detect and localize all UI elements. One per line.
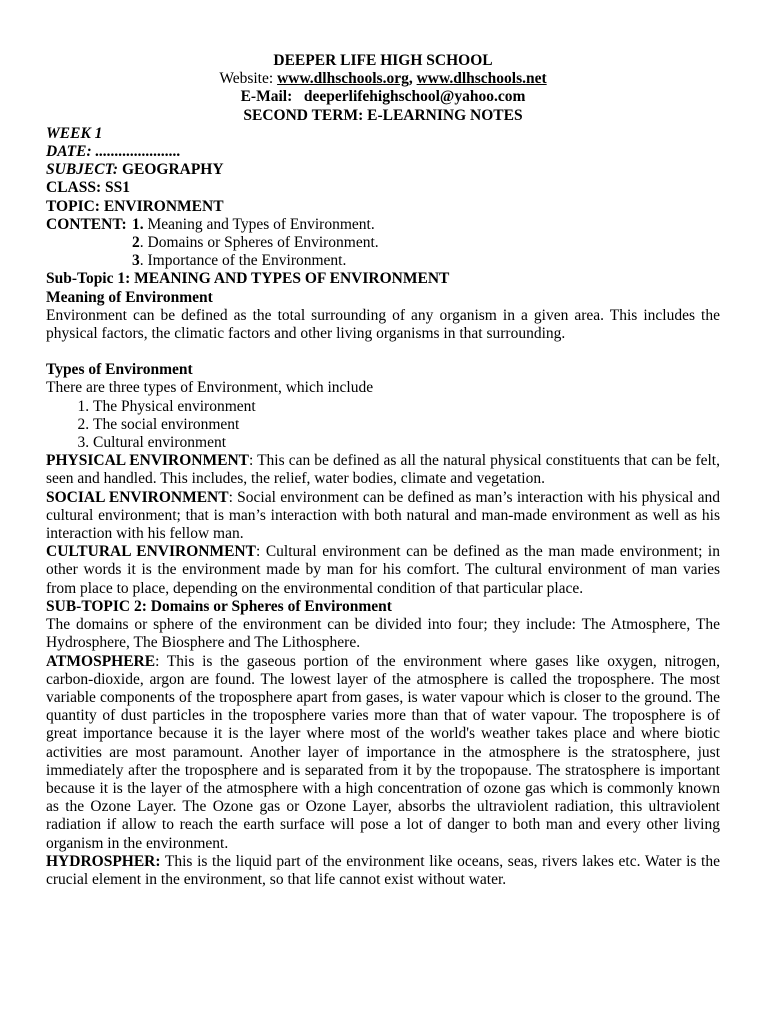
school-name: DEEPER LIFE HIGH SCHOOL [273,52,493,69]
email-line [46,88,720,106]
subject-line [46,161,720,179]
hydrosphere-term: HYDROSPHER: [46,852,161,870]
physical-environment-paragraph [46,452,720,488]
content-item-1 [132,216,375,234]
content-row-1 [46,216,720,234]
week-label: WEEK 1 [46,124,103,142]
website-label: Website: [219,70,274,88]
list-item: 2. The social environment [93,416,720,434]
subject-label: SUBJECT: [46,161,119,179]
types-heading: Types of Environment [46,361,193,379]
hydrosphere-paragraph [46,853,720,889]
content-item-text: . Domains or Spheres of Environment. [139,234,379,252]
atmosphere-term: ATMOSPHERE [46,652,156,670]
types-intro: There are three types of Environment, which include [46,379,374,397]
list-item: 1. The Physical environment [93,398,720,416]
term-title: SECOND TERM: E-LEARNING NOTES [243,106,523,124]
website-link-2[interactable]: www.dlhschools.net [416,70,547,88]
meaning-heading: Meaning of Environment [46,288,213,306]
content-label: CONTENT: [46,215,127,233]
cultural-term: CULTURAL ENVIRONMENT [46,543,256,561]
subtopic-1-heading: Sub-Topic 1: MEANING AND TYPES OF ENVIRONMENT [46,270,450,288]
social-environment-paragraph [46,489,720,544]
atmosphere-paragraph [46,653,720,853]
date-label: DATE: ...................... [46,143,181,161]
content-item-text: . Importance of the Environment. [139,252,347,270]
meaning-paragraph: Environment can be defined as the total surrounding of any organism in a given area. This includes the physical factors, the climatic factors and other living organisms in that surrounding. [46,306,720,343]
list-item: 3. Cultural environment [93,434,720,452]
atmosphere-text: : This is the gaseous portion of the environment where gases like oxygen, nitrogen, carbon-dioxide, argon are found. The lowest layer of the atmosphere is called the troposphere. The most variable components of the troposphere apart from gases, is water vapour which is closer to the ground. The quantity of dust particles in the troposphere varies more than that of water vapour. The troposphere is of great importance because it is the layer where most of the world's weather takes place and where biotic activities are most paramount. Another layer of importance in the atmosphere is the stratosphere, just immediately after the troposphere and is separated from it by the tropopause. The stratosphere is important because it is the layer of the atmosphere with a high concentration of ozone gas which is commonly known as the Ozone Layer. The Ozone gas or Ozone Layer, absorbs the ultraviolent radiation, this ultraviolent radiation if allow to reach the earth surface will pose a lot of danger to both man and every other living organism in the environment. [46,652,720,852]
subtopic-2-heading: SUB-TOPIC 2: Domains or Spheres of Environment [46,597,392,615]
hydrosphere-text: This is the liquid part of the environment like oceans, seas, rivers lakes etc. Water is the crucial element in the environment, so that life cannot exist without water. [46,852,720,888]
content-item-text: Meaning and Types of Environment. [147,215,375,233]
content-item-2 [46,234,720,252]
cultural-text: : Cultural environment can be defined as the man made environment; in other words it is the environment made by man for his comfort. The cultural environment of man varies from place to place, depending on the environmental condition of that particular place. [46,543,720,597]
email-address[interactable]: deeperlifehighschool@yahoo.com [303,88,526,106]
topic-line: TOPIC: ENVIRONMENT [46,197,224,215]
website-line [46,70,720,88]
physical-text: : This can be defined as all the natural physical constituents that can be felt, seen and handled. This includes, the relief, water bodies, climate and vegetation. [46,452,720,488]
content-item-num: 3 [132,252,140,270]
content-item-num: 2 [132,234,140,252]
subject-value: GEOGRAPHY [121,161,224,179]
website-separator: , [408,70,413,88]
blank-line [46,343,720,361]
email-label: E-Mail: [240,88,293,106]
content-item-3 [46,252,720,270]
types-list [46,398,720,453]
social-term: SOCIAL ENVIRONMENT [46,488,229,506]
cultural-environment-paragraph [46,543,720,598]
content-item-num: 1. [132,215,144,233]
website-link-1[interactable]: www.dlhschools.org [277,70,409,88]
social-text: : Social environment can be defined as man’s interaction with his physical and cultural environment; that is man’s interaction with both natural and man-made environment as well as his interaction with his fellow man. [46,488,720,543]
domains-intro-paragraph: The domains or sphere of the environment can be divided into four; they include: The Atmosphere, The Hydrosphere, The Biosphere and The Lithosphere. [46,616,720,652]
class-line: CLASS: SS1 [46,179,130,197]
physical-term: PHYSICAL ENVIRONMENT [46,452,249,470]
